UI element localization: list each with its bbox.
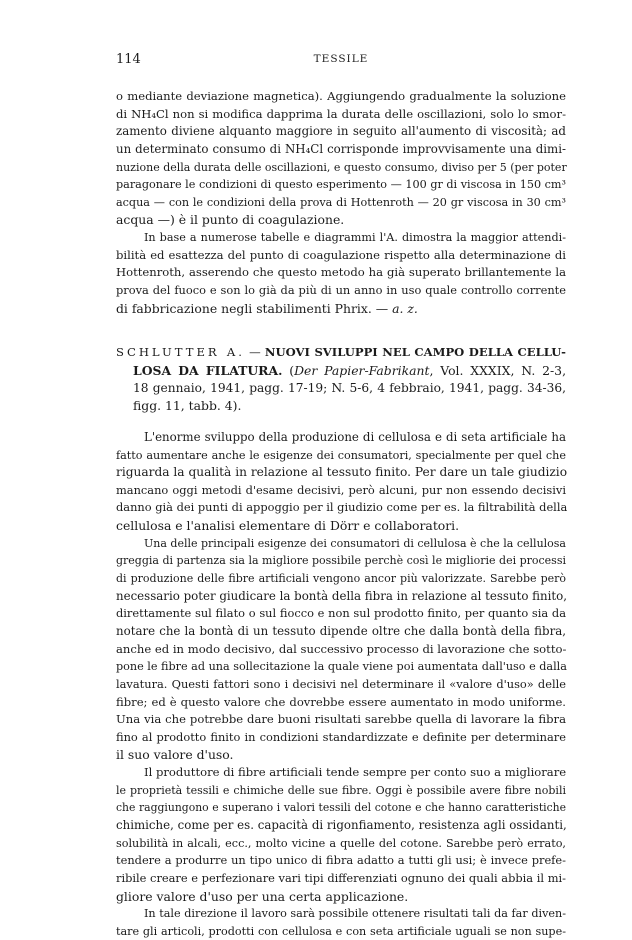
- paragraph-coagulation-point: [116, 229, 566, 317]
- section-spacer: [116, 415, 566, 429]
- paragraph-future-work: [116, 905, 566, 940]
- entry-title-cont: LOSA DA FILATURA.: [133, 362, 283, 378]
- entry-author: SCHLUTTER A.: [116, 345, 245, 360]
- running-title: TESSILE: [313, 53, 369, 65]
- text-line: cellulosa e l'analisi elementare di Dörr e collaboratori.: [116, 518, 460, 534]
- text-line: Una via che potrebbe dare buoni risultati sarebbe quella di lavorare la fibra: [116, 712, 566, 727]
- entry-line: [116, 362, 566, 380]
- text-line: il suo valore d'uso.: [116, 747, 234, 763]
- text-line: un determinato consumo di NH₄Cl corrisponde improvvisamente una dimi-: [116, 141, 566, 156]
- body-text: [116, 88, 566, 940]
- text-line: bilità ed esattezza del punto di coagulazione rispetto alla determinazione di: [116, 247, 566, 262]
- text-line: Il produttore di fibre artificiali tende sempre per conto suo a migliorare: [144, 765, 567, 780]
- entry-line: figg. 11, tabb. 4).: [133, 398, 242, 414]
- text-line: necessario poter giudicare la bontà della fibra in relazione al tessuto finito,: [116, 588, 568, 603]
- text-line: fino al prodotto finito in condizioni standardizzate e definite per determinare: [116, 729, 566, 744]
- text-line: zamento diviene alquanto maggiore in seguito all'aumento di viscosità; ad: [116, 124, 566, 139]
- text-line: o mediante deviazione magnetica). Aggiungendo gradualmente la soluzione: [116, 89, 566, 103]
- text-line: notare che la bontà di un tessuto dipende oltre che dalla bontà della fibra,: [116, 623, 566, 638]
- text-line: In base a numerose tabelle e diagrammi l'A. dimostra la maggior attendi-: [144, 231, 566, 245]
- text-line: solubilità in alcali, ecc., molto vicine a quelle del cotone. Sarebbe però errato,: [116, 836, 566, 850]
- section-spacer: [116, 317, 566, 344]
- text-line: mancano oggi metodi d'esame decisivi, però alcuni, pur non essendo decisivi: [116, 482, 566, 497]
- text-line: anche ed in modo decisivo, dal successivo processo di lavorazione che sotto-: [116, 641, 567, 656]
- text-line: gliore valore d'uso per una certa applicazione.: [116, 888, 409, 904]
- entry-dash: —: [244, 345, 265, 360]
- entry-line: 18 gennaio, 1941, pagg. 17-19; N. 5-6, 4 febbraio, 1941, pagg. 34-36,: [133, 380, 566, 395]
- text-line: di produzione delle fibre artificiali vengono ancor più valorizzate. Sarebbe però: [116, 572, 566, 586]
- text-line: lavatura. Questi fattori sono i decisivi nel determinare il «valore d'uso» delle: [116, 676, 566, 691]
- page-header: [116, 52, 566, 70]
- text-line: paragonare le condizioni di questo esperimento — 100 gr di viscosa in 150 cm³: [116, 178, 566, 192]
- text-line: fibre; ed è questo valore che dovrebbe essere aumentato in modo uniforme.: [116, 694, 566, 709]
- text-line: pone le fibre ad una sollecitazione la quale viene poi aumentata dall'uso e dalla: [116, 660, 567, 674]
- entry-title: NUOVI SVILUPPI NEL CAMPO DELLA CELLU-: [264, 345, 566, 360]
- paragraph-consumer-requirements: [116, 535, 566, 764]
- text-line: tendere a produrre un tipo unico di fibra adatto a tutti gli usi; è invece prefe-: [116, 853, 566, 868]
- paragraph-viscosity-method: [116, 88, 566, 229]
- bibliographic-entry: [116, 344, 566, 415]
- text-line: le proprietà tessili e chimiche delle sue fibre. Oggi è possibile avere fibre nobili: [116, 783, 566, 797]
- page-number: 114: [116, 52, 141, 67]
- text-line: riguarda la qualità in relazione al tessuto finito. Per dare un tale giudizio: [116, 465, 568, 480]
- entry-line: [116, 344, 566, 362]
- text-line: fatto aumentare anche le esigenze dei consumatori, specialmente per quel che: [116, 448, 566, 462]
- paragraph-fiber-producer: [116, 764, 566, 905]
- text-line: Una delle principali esigenze dei consumatori di cellulosa è che la cellulosa: [144, 536, 566, 550]
- text-line: greggia di partenza sia la migliore possibile perchè così le migliorie dei processi: [116, 554, 566, 568]
- text-line: Hottenroth, asserendo che questo metodo ha già superato brillantemente la: [116, 265, 566, 280]
- text-line: direttamente sul filato o sul fiocco e non sul prodotto finito, per quanto sia da: [116, 606, 566, 621]
- text-line: di NH₄Cl non si modifica dapprima la durata delle oscillazioni, solo lo smor-: [116, 106, 566, 121]
- text-line: In tale direzione il lavoro sarà possibile ottenere risultati tali da far diven-: [144, 907, 566, 921]
- text-line: L'enorme sviluppo della produzione di cellulosa e di seta artificiale ha: [144, 429, 566, 444]
- paragraph-cellulose-production: [116, 429, 566, 535]
- text-line: ribile creare e perfezionare vari tipi differenziati ognuno dei quali abbia il mi-: [116, 870, 566, 885]
- text-line: nuzione della durata delle oscillazioni, e questo consumo, diviso per 5 (per poter: [116, 160, 567, 174]
- text-line: acqua —) è il punto di coagulazione.: [116, 212, 345, 228]
- text-line: di fabbricazione negli stabilimenti Phrix. — a. z.: [116, 300, 418, 316]
- text-line: prova del fuoco e son lo già da più di un anno in uso quale controllo corrente: [116, 283, 566, 298]
- text-line: danno già dei punti di appoggio per il giudizio come per es. la filtrabilità della: [116, 500, 568, 515]
- text-line: acqua — con le condizioni della prova di Hottenroth — 20 gr viscosa in 30 cm³: [116, 195, 566, 209]
- text-line: chimiche, come per es. capacità di rigonfiamento, resistenza agli ossidanti,: [116, 817, 567, 832]
- text-line: tare gli articoli, prodotti con cellulosa e con seta artificiale uguali se non supe-: [116, 924, 566, 938]
- text-line: che raggiungono e superano i valori tessili del cotone e che hanno caratteristiche: [116, 801, 566, 815]
- entry-reference: (Der Papier-Fabrikant, Vol. XXXIX, N. 2-3,: [282, 362, 567, 378]
